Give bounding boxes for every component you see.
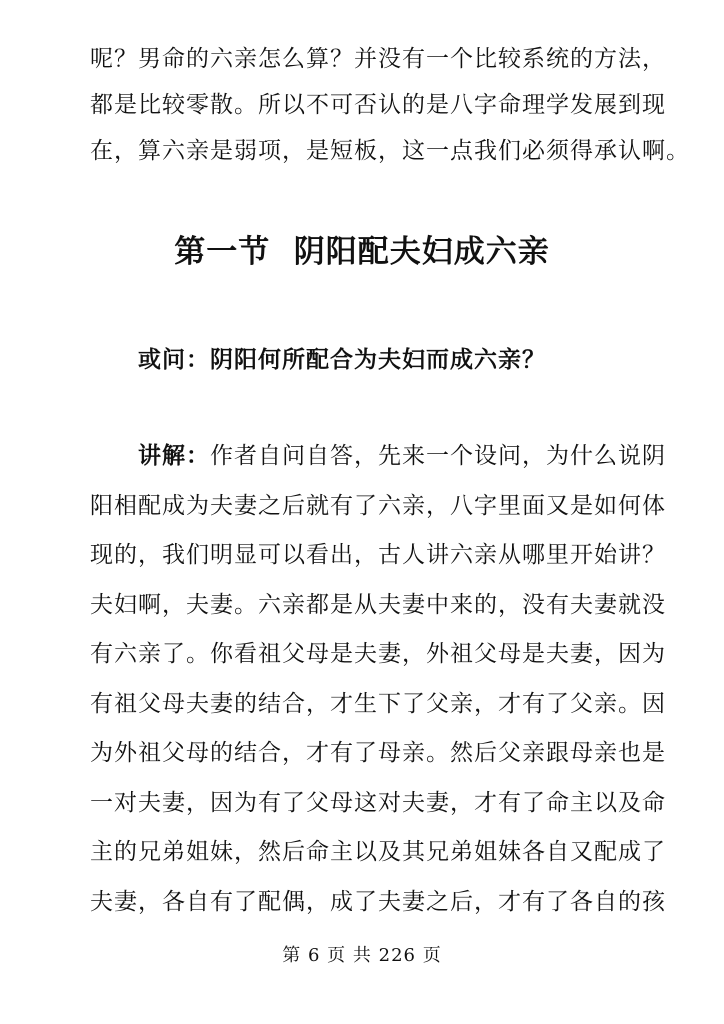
intro-line: 呢？男命的六亲怎么算？并没有一个比较系统的方法， — [90, 46, 666, 72]
explanation-line: 夫妇啊，夫妻。六亲都是从夫妻中来的，没有夫妻就没 — [90, 591, 666, 618]
explanation-line: 阳相配成为夫妻之后就有了六亲，八字里面又是如何体 — [90, 492, 666, 519]
explanation-line: 有祖父母夫妻的结合，才生下了父亲，才有了父亲。因 — [90, 690, 666, 717]
explanation-line: 夫妻，各自有了配偶，成了夫妻之后，才有了各自的孩 — [90, 888, 666, 915]
page-number-footer: 第 6 页 共 226 页 — [282, 945, 442, 966]
explanation-line: 现的，我们明显可以看出，古人讲六亲从哪里开始讲？ — [90, 542, 666, 568]
explanation-label: 讲解： — [138, 443, 210, 469]
explanation-line: 主的兄弟姐妹，然后命主以及其兄弟姐妹各自又配成了 — [90, 839, 666, 865]
explanation-paragraph — [90, 432, 666, 927]
explanation-first-line — [90, 432, 666, 482]
intro-line: 都是比较零散。所以不可否认的是八字命理学发展到现 — [90, 92, 666, 118]
section-title: 第一节 阴阳配夫妇成六亲 — [174, 234, 550, 270]
explanation-line: 一对夫妻，因为有了父母这对夫妻，才有了命主以及命 — [90, 789, 666, 816]
intro-paragraph — [90, 36, 690, 174]
explanation-line: 为外祖父母的结合，才有了母亲。然后父亲跟母亲也是 — [90, 740, 666, 766]
explanation-first-text: 作者自问自答，先来一个设问，为什么说阴 — [210, 443, 666, 469]
explanation-line: 有六亲了。你看祖父母是夫妻，外祖父母是夫妻，因为 — [90, 641, 666, 667]
question-heading: 或问：阴阳何所配合为夫妇而成六亲？ — [138, 347, 546, 373]
intro-line: 在，算六亲是弱项，是短板，这一点我们必须得承认啊。 — [90, 138, 690, 164]
